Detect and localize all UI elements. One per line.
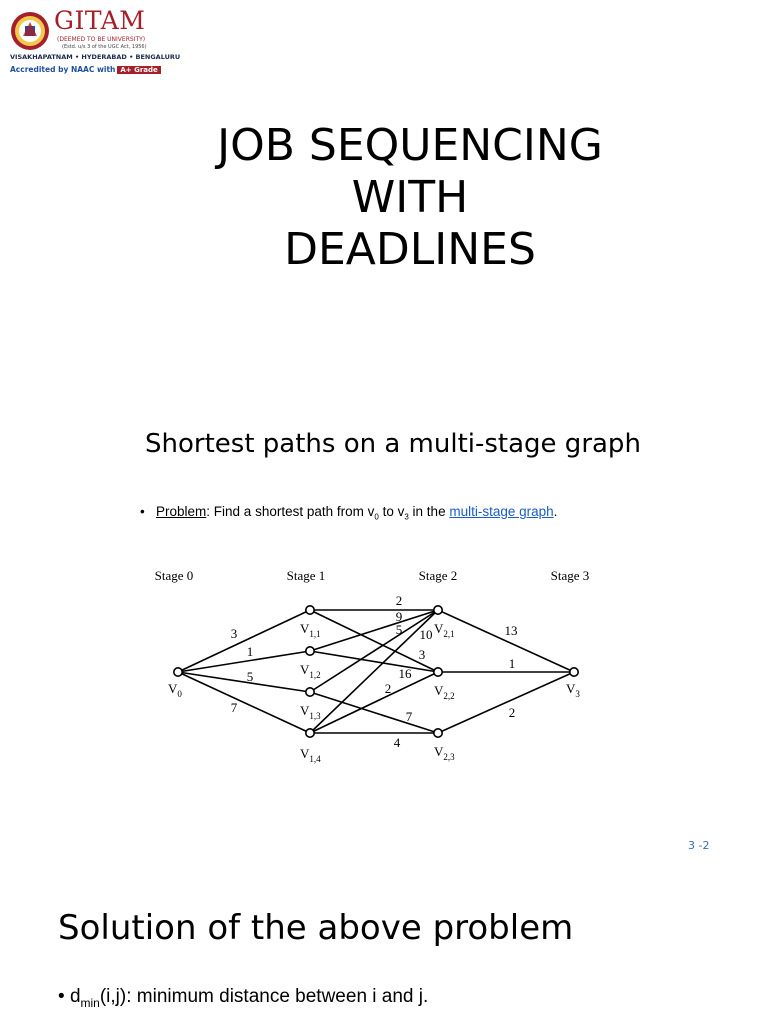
problem-text-3: in the [408,504,450,519]
node-label-subscript: 1,2 [309,670,321,680]
graph-edge [178,610,310,672]
graph-node [434,729,442,737]
problem-colon: : [206,504,214,519]
edge-weight-label: 10 [419,627,433,642]
node-label: $V_{2,1}$ [434,621,455,639]
stage-label: Stage 1 [286,568,326,583]
naac-text: Accredited by NAAC with [10,65,116,74]
graph-node [570,668,578,676]
stage-label: Stage 3 [550,568,590,583]
slide-heading: Shortest paths on a multi-stage graph [145,429,641,459]
established-label: (Estd. u/s 3 of the UGC Act, 1956) [62,44,147,50]
node-label-subscript: 1,3 [309,711,321,721]
stage-label: Stage 2 [418,568,458,583]
university-seal-icon [10,11,50,51]
title-line-3: DEADLINES [284,224,536,275]
node-label-subscript: 2,1 [443,629,455,639]
from-subscript: 0 [374,512,379,522]
problem-text-2: to v [378,504,405,519]
node-label: $V_3$ [566,681,580,699]
brand-name: GITAM [54,6,146,35]
stage-label: Stage 0 [154,568,194,583]
edge-weight-label: 5 [395,622,403,637]
node-label-subscript: 0 [177,689,182,699]
node-label: $V_{1,2}$ [300,662,321,680]
problem-statement [140,504,557,522]
graph-edge [178,651,310,672]
edge-weight-label: 9 [395,609,403,624]
edge-weight-label: 1 [246,644,254,659]
campuses-label: VISAKHAPATNAM • HYDERABAD • BENGALURU [10,53,181,61]
edge-weight-label: 2 [508,705,516,720]
graph-node [306,647,314,655]
node-label-subscript: 3 [575,689,580,699]
grade-badge: A+ Grade [117,66,160,74]
node-label-subscript: 2,3 [443,752,455,762]
graph-node [174,668,182,676]
page-number: 3 -2 [688,839,710,852]
edge-weight-label: 13 [504,623,518,638]
edge-weight-label: 7 [230,700,238,715]
node-label-subscript: 1,4 [309,754,321,764]
edge-weight-label: 3 [230,626,238,641]
problem-label: Problem [156,504,207,519]
graph-node [434,668,442,676]
graph-node [434,606,442,614]
deemed-university-label: (DEEMED TO BE UNIVERSITY) [57,36,146,43]
d-symbol: d [69,986,81,1007]
edge-weight-label: 5 [246,669,254,684]
edge-weight-label: 3 [418,647,426,662]
gitam-logo [10,6,181,77]
distance-definition [58,986,428,1010]
node-label: $V_0$ [168,681,182,699]
node-label-subscript: 2,2 [443,691,455,701]
node-label-subscript: 1,1 [309,629,321,639]
node-label: $V_{2,3}$ [434,744,455,762]
edge-weight-label: 7 [405,709,413,724]
graph-edge [438,610,574,672]
edge-weight-label: 2 [384,681,392,696]
graph-edge [438,672,574,733]
edge-weight-label: 4 [393,735,401,750]
bullet: • [58,986,65,1007]
graph-edge [178,672,310,733]
period: . [553,504,558,519]
title-line-2: WITH [351,172,469,223]
document-title [150,120,670,276]
graph-node [306,729,314,737]
edge-weight-label: 2 [395,593,403,608]
title-line-1: JOB SEQUENCING [217,120,603,171]
multi-stage-graph-link[interactable]: multi-stage graph [449,504,554,519]
node-label: $V_{1,1}$ [300,621,321,639]
edge-weight-label: 1 [508,656,516,671]
bullet: • [140,504,145,519]
node-label: $V_{1,3}$ [300,703,321,721]
graph-node [306,606,314,614]
multi-stage-graph [136,560,606,765]
problem-text-1: Find a shortest path from v [213,504,375,519]
d-subscript: min [80,995,100,1010]
definition-text: (i,j): minimum distance between i and j. [99,986,429,1007]
graph-edge [310,692,438,733]
node-label: $V_{1,4}$ [300,746,321,764]
graph-node [306,688,314,696]
graph-edge [310,672,438,733]
node-label: $V_{2,2}$ [434,683,455,701]
to-subscript: 3 [404,512,409,522]
naac-accreditation [10,65,161,74]
edge-weight-label: 16 [398,666,412,681]
solution-heading: Solution of the above problem [58,908,574,948]
